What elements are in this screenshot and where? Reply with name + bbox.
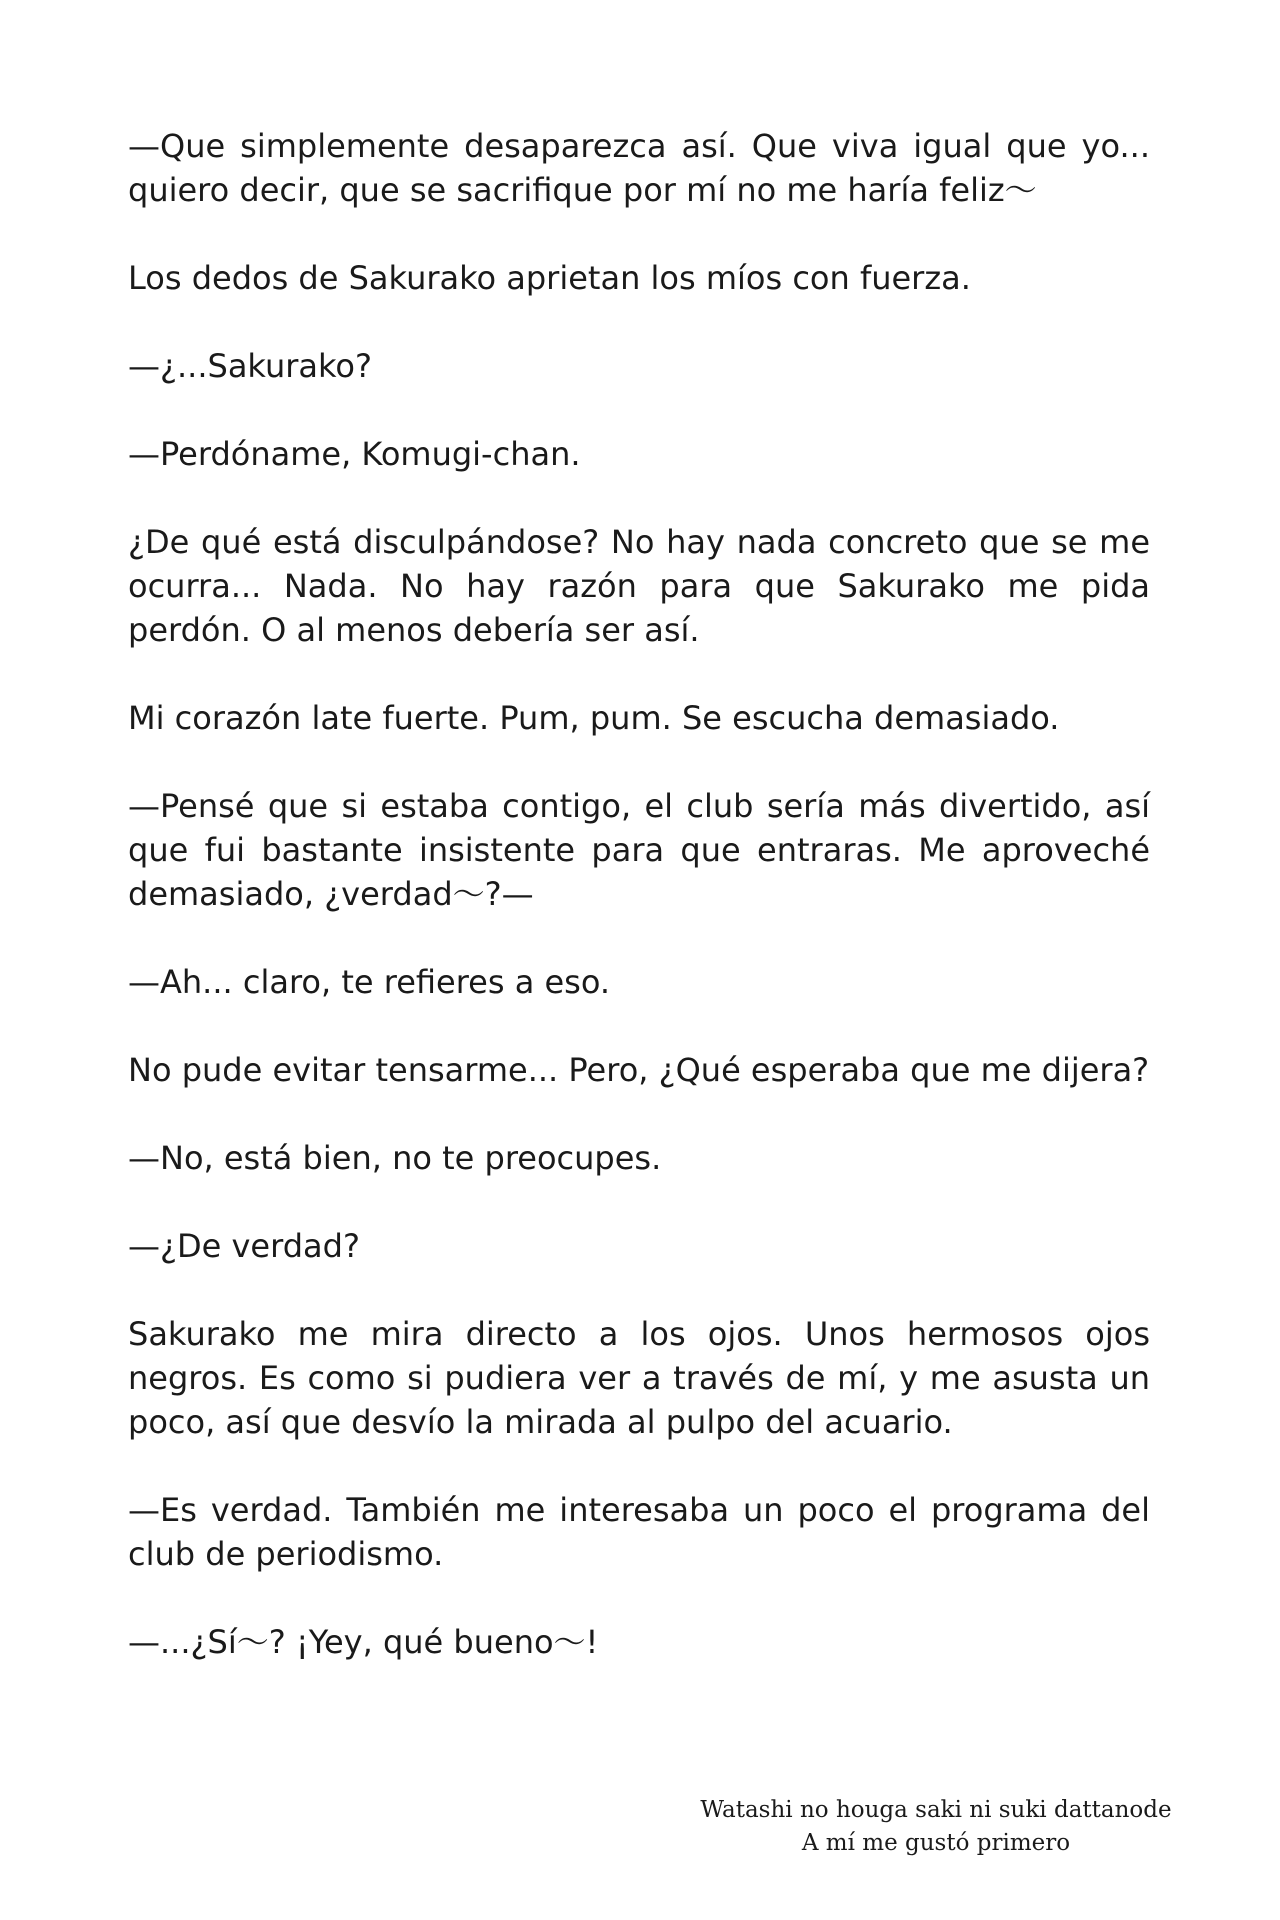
paragraph: ¿De qué está disculpándose? No hay nada concreto que se me ocurra... Nada. No hay razón para que Sakurako me pida perdón. O al menos debería ser así. [128,523,1150,649]
paragraph: Los dedos de Sakurako aprietan los míos con fuerza. [128,259,971,297]
paragraph: —¿De verdad? [128,1227,360,1265]
paragraph: Mi corazón late fuerte. Pum, pum. Se escucha demasiado. [128,699,1060,737]
paragraph: —Ah... claro, te refieres a eso. [128,963,611,1001]
paragraph: No pude evitar tensarme... Pero, ¿Qué esperaba que me dijera? [128,1051,1150,1089]
page-body [128,124,1150,1708]
page-footer [676,1794,1196,1860]
paragraph: —No, está bien, no te preocupes. [128,1139,662,1177]
footer-title-spanish: A mí me gustó primero [801,1830,1071,1856]
footer-title-romaji: Watashi no houga saki ni suki dattanode [700,1797,1172,1823]
paragraph: —Es verdad. También me interesaba un poco el programa del club de periodismo. [128,1491,1150,1573]
paragraph: —Perdóname, Komugi-chan. [128,435,581,473]
paragraph: Sakurako me mira directo a los ojos. Unos hermosos ojos negros. Es como si pudiera ver a través de mí, y me asusta un poco, así que desvío la mirada al pulpo del acuario. [128,1315,1150,1441]
paragraph: —¿...Sakurako? [128,347,372,385]
paragraph: —Que simplemente desaparezca así. Que viva igual que yo... quiero decir, que se sacrifique por mí no me haría feliz〜 [128,127,1150,209]
paragraph: —Pensé que si estaba contigo, el club sería más divertido, así que fui bastante insistente para que entraras. Me aproveché demasiado, ¿verdad〜?— [128,787,1150,913]
paragraph: —...¿Sí〜? ¡Yey, qué bueno〜! [128,1623,599,1661]
